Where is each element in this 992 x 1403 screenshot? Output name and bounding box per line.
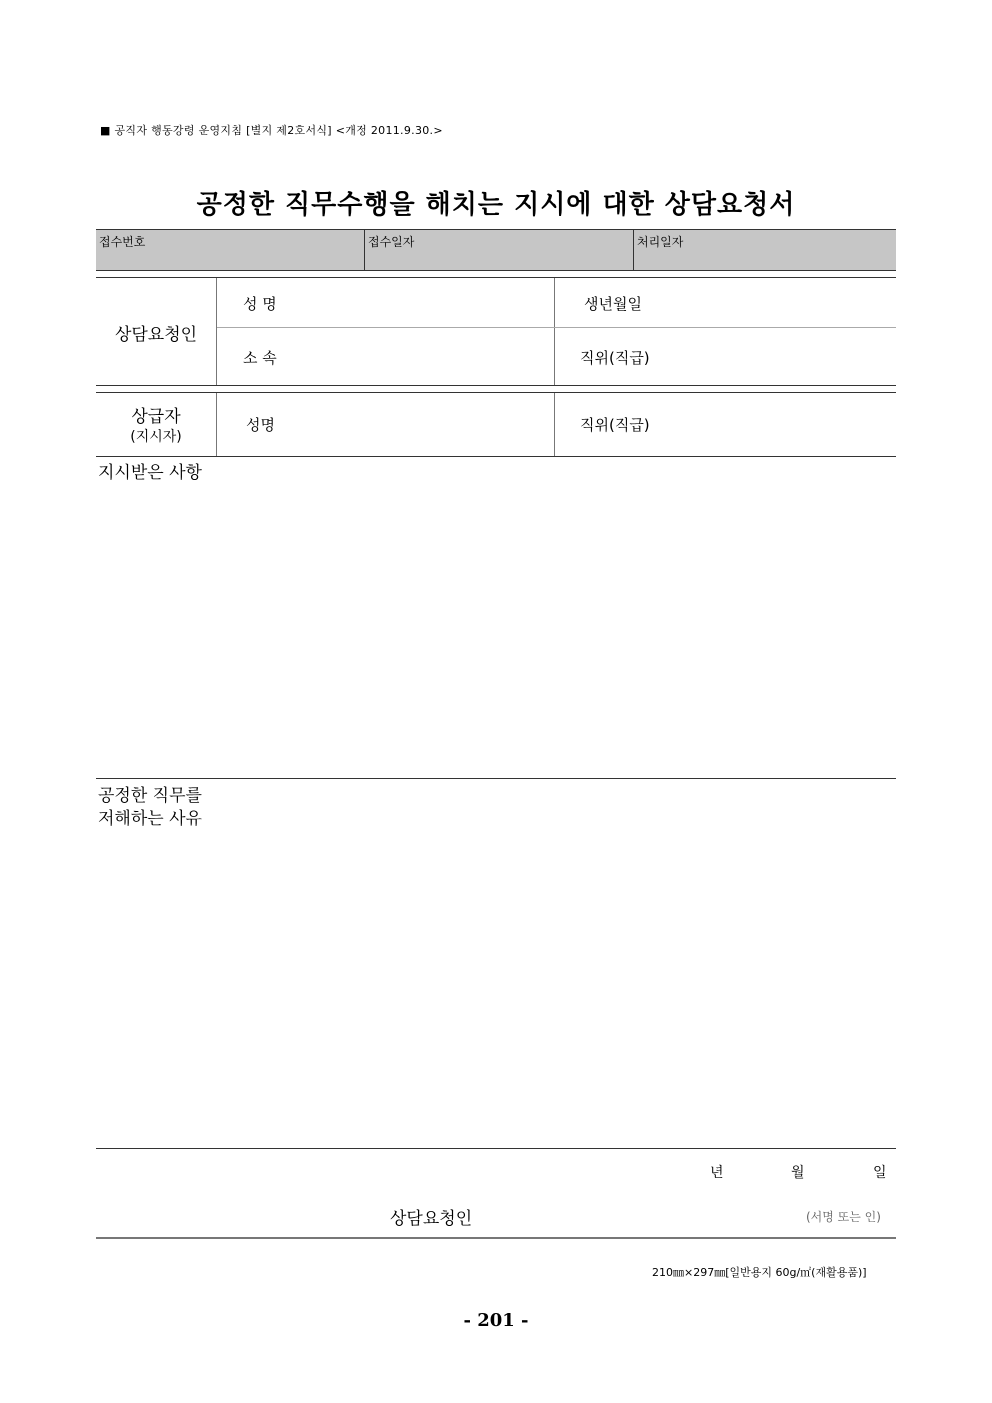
- signature-requester-label: 상담요청인: [390, 1209, 473, 1229]
- divider: [96, 1148, 896, 1149]
- divider: [216, 393, 217, 456]
- requester-section-label: 상담요청인: [114, 325, 198, 345]
- receipt-date-field[interactable]: [364, 230, 633, 270]
- requester-position-label: 직위(직급): [580, 349, 650, 367]
- reason-label-line2: 저해하는 사유: [98, 809, 202, 829]
- year-label: 년: [710, 1165, 724, 1181]
- reason-content-area[interactable]: [96, 828, 896, 1146]
- receipt-row: [96, 229, 896, 271]
- instructions-label: 지시받은 사항: [98, 463, 202, 483]
- divider: [96, 778, 896, 779]
- requester-name-label: 성 명: [243, 295, 277, 313]
- reason-label-line1: 공정한 직무를: [98, 786, 202, 806]
- processed-date-label: 처리일자: [637, 235, 684, 249]
- form-reference-note: ■ 공직자 행동강령 운영지침 [별지 제2호서식] <개정 2011.9.30.>: [100, 124, 443, 137]
- receipt-number-label: 접수번호: [99, 235, 146, 249]
- superior-section-sublabel: (지시자): [130, 429, 182, 445]
- divider: [554, 278, 555, 385]
- page-title: 공정한 직무수행을 해치는 지시에 대한 상담요청서: [196, 190, 796, 220]
- paper-spec: 210㎜×297㎜[일반용지 60g/㎡(재활용품)]: [652, 1266, 867, 1279]
- processed-date-field[interactable]: [633, 230, 896, 270]
- requester-affiliation-label: 소 속: [243, 349, 277, 367]
- month-label: 월: [791, 1165, 805, 1181]
- signature-hint: (서명 또는 인): [806, 1210, 881, 1224]
- divider: [96, 1237, 896, 1239]
- page-number: - 201 -: [463, 1310, 529, 1331]
- superior-name-label: 성명: [246, 416, 275, 434]
- requester-birth-label: 생년월일: [584, 295, 642, 313]
- divider: [216, 278, 217, 385]
- divider: [96, 456, 896, 457]
- divider: [217, 327, 896, 328]
- superior-position-label: 직위(직급): [580, 416, 650, 434]
- instructions-content-area[interactable]: [96, 480, 896, 776]
- receipt-date-label: 접수일자: [368, 235, 415, 249]
- superior-section-label: 상급자: [131, 407, 181, 427]
- day-label: 일: [873, 1165, 887, 1181]
- divider: [554, 393, 555, 456]
- receipt-number-field[interactable]: [96, 230, 364, 270]
- divider: [96, 385, 896, 386]
